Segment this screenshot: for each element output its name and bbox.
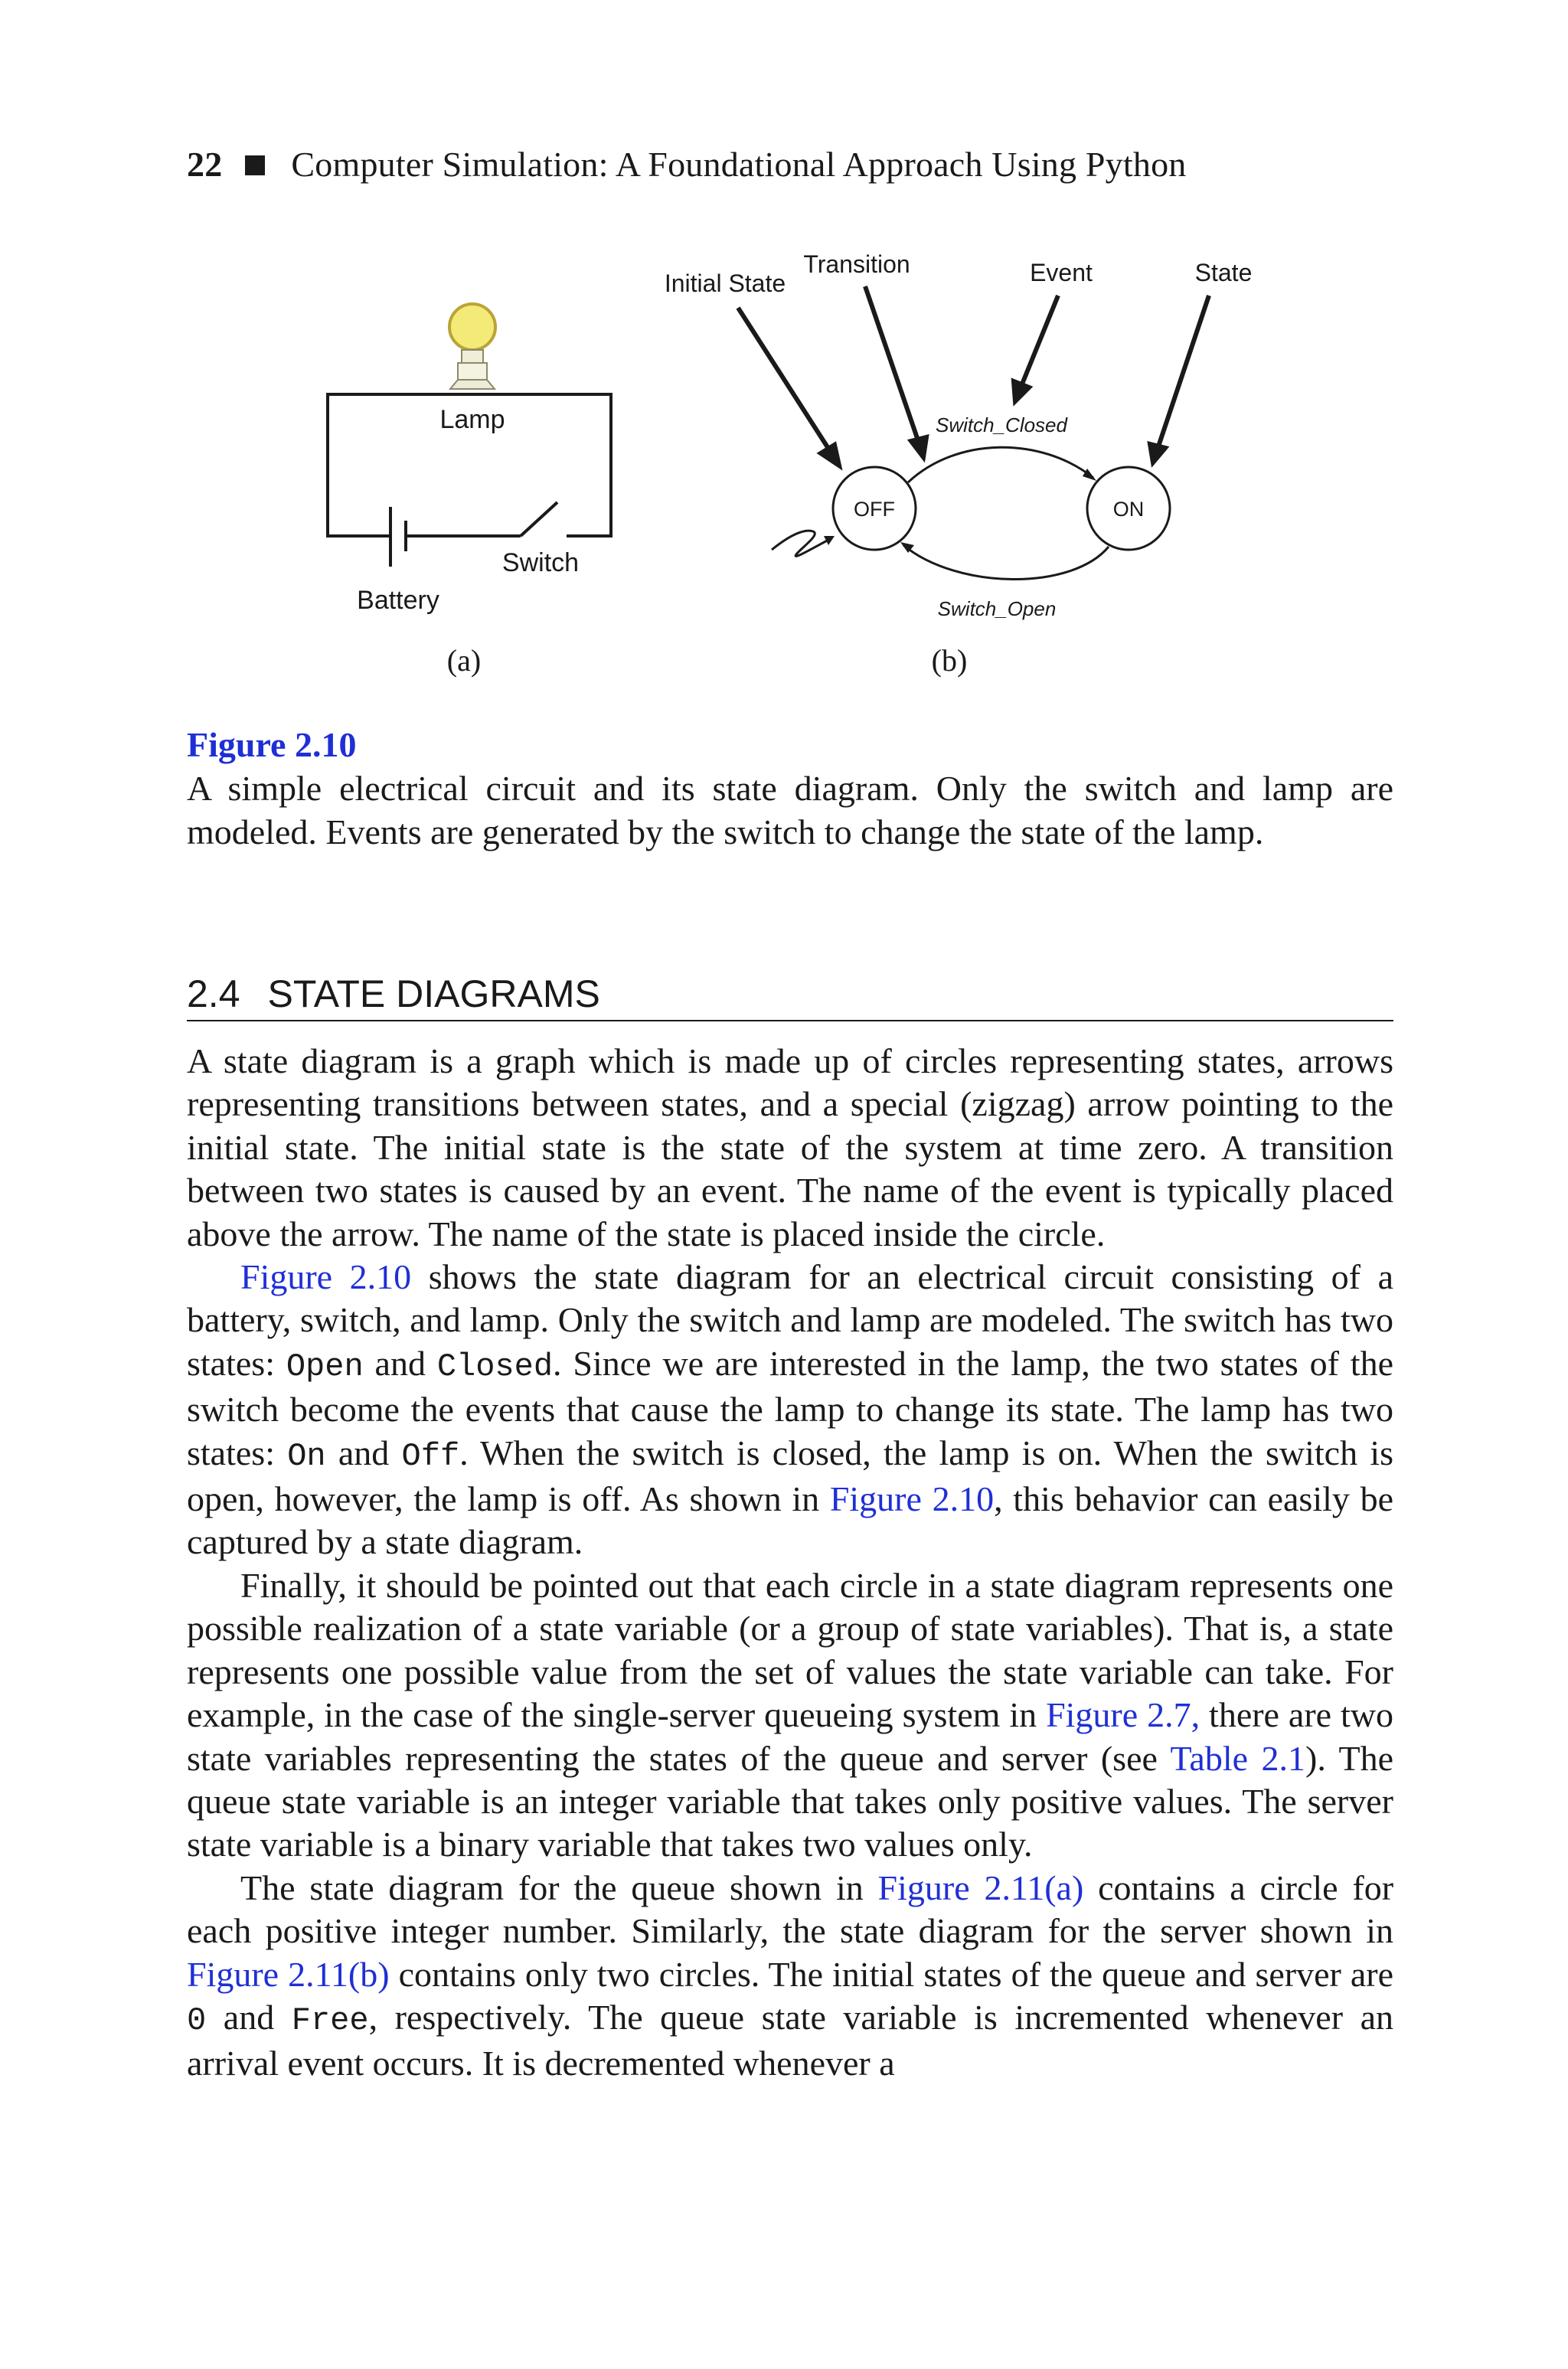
text-run: and [325,1433,402,1472]
text-run: Finally, it should be pointed out that each circle in a state diagram represents one possible realization of a state variable (or a group of state variables). That is, a state represents one possible value from the set of values the state variable can take. For example, in the case of the single-server queueing system in [187,1565,1393,1735]
section-title: STATE DIAGRAMS [267,972,600,1015]
subfig-b-label: (b) [931,643,968,678]
code-closed: Closed [436,1348,554,1385]
transition-closed-arrow [908,447,1093,482]
book-title: Computer Simulation: A Foundational Approach Using Python [291,145,1187,184]
text-run: . When the switch is closed, the lamp is on. When the switch is open, however, the lamp is off. As shown in [187,1433,1393,1519]
switch-label: Switch [501,548,580,577]
paragraph-1: A state diagram is a graph which is made up of circles representing states, arrows representing transitions between states, and a special (zigzag) arrow pointing to the initial state. The initial state is the state of the system at time zero. A transition between two states is caused by an event. The name of the event is typically placed above the arrow. The name of the state is placed inside the circle. [187,1041,1393,1253]
event-switch-closed: Switch_Closed [936,413,1067,436]
switch-icon [521,502,567,536]
text-run: contains a circle for each positive integer number. Similarly, the state diagram for the server shown in [187,1867,1394,1951]
event-switch-open: Switch_Open [937,597,1057,620]
body-text [187,1040,1393,2086]
subfig-a-label: (a) [446,643,482,678]
paragraph-2 [187,1256,1393,1564]
legend-transition: Transition [803,250,910,278]
text-run: , respectively. The queue state variable is incremented whenever an arrival event occurs. It is decremented whenever a [187,1997,1393,2083]
battery-icon [390,507,521,567]
link-figure-2-11a[interactable]: Figure 2.11(a) [877,1867,1084,1907]
code-open: Open [286,1348,364,1385]
legend-initial-state: Initial State [664,270,786,297]
page-number: 22 [187,145,223,184]
section-heading [187,971,1393,1021]
lamp-label: Lamp [439,405,505,434]
battery-label: Battery [357,586,439,615]
text-run: and [363,1343,437,1383]
legend-arrows [738,286,1209,466]
text-run: shows the state diagram for an electrical circuit consisting of a battery, switch, and lamp. Only the switch and lamp are modeled. The switch has two states: [187,1257,1393,1383]
legend-event: Event [1030,259,1093,286]
code-on: On [287,1437,326,1475]
link-figure-2-7[interactable]: Figure 2.7, [1046,1695,1200,1735]
initial-zigzag-arrow [772,531,830,556]
paragraph-4 [187,1867,1393,2086]
link-table-2-1[interactable]: Table 2.1 [1170,1738,1306,1778]
text-run: and [206,1997,292,2037]
transition-open-arrow [903,545,1109,580]
paragraph-3 [187,1564,1393,1867]
code-off: Off [401,1437,460,1475]
state-off-label: OFF [854,498,895,521]
caption-text: A simple electrical circuit and its state diagram. Only the switch and lamp are modeled. Events are generated by the switch to change the state of the lamp. [187,769,1393,851]
legend-state: State [1194,259,1253,286]
circuit-diagram [328,304,611,678]
link-figure-2-10[interactable]: Figure 2.10 [240,1257,412,1297]
figure-2-10 [0,0,1568,704]
text-run: . Since we are interested in the lamp, the two states of the switch become the events that cause the lamp to change its state. The lamp has two states: [187,1343,1393,1472]
text-run: , this behavior can easily be captured by a state diagram. [187,1479,1393,1562]
section-number: 2.4 [187,972,240,1015]
code-zero: 0 [187,2001,207,2039]
link-figure-2-10-second[interactable]: Figure 2.10 [829,1479,995,1519]
figure-caption [187,723,1393,854]
caption-figure-label: Figure 2.10 [187,725,357,764]
state-on-label: ON [1112,498,1145,521]
text-run: contains only two circles. The initial states of the queue and server are [389,1954,1393,1994]
lamp-bulb-icon [449,304,495,389]
text-run: there are two state variables representing the states of the queue and server (see [187,1695,1394,1778]
text-run: ). The queue state variable is an integer variable that takes only positive values. The server state variable is a binary variable that takes two values only. [187,1738,1393,1864]
state-diagram [665,250,1253,678]
text-run: The state diagram for the queue shown in [240,1867,878,1907]
code-free: Free [291,2001,369,2039]
figure-svg [0,0,1568,704]
link-figure-2-11b[interactable]: Figure 2.11(b) [187,1954,390,1994]
